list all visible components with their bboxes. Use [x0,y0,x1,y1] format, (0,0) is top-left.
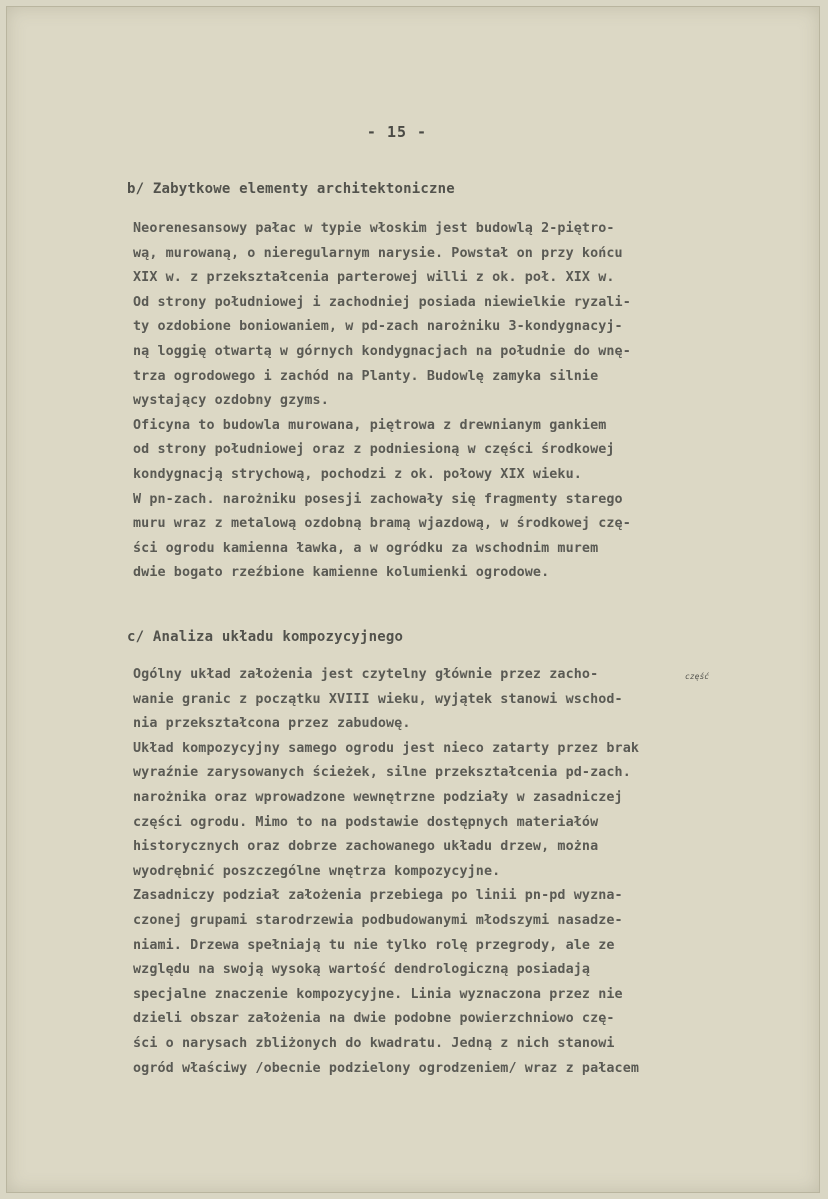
text-line: Neorenesansowy pałac w typie włoskim jest budowlą 2-piętro- [133,221,615,236]
text-line: ści ogrodu kamienna ławka, a w ogródku za wschodnim murem [133,540,599,556]
document-page [6,6,820,1193]
text-line: wą, murowaną, o nieregularnym narysie. Powstał on przy końcu [133,245,623,261]
text-line: czonej grupami starodrzewia podbudowanymi młodszymi nasadze- [133,912,623,928]
text-line: muru wraz z metalową ozdobną bramą wjazdową, w środkowej czę- [133,516,631,532]
text-line: wyraźnie zarysowanych ścieżek, silne przekształcenia pd-zach. [133,765,631,781]
text-line: nia przekształcona przez zabudowę. [133,716,411,732]
text-line: XIX w. z przekształcenia parterowej willi z ok. poł. XIX w. [133,270,615,286]
text-line: narożnika oraz wprowadzone wewnętrzne podziały w zasadniczej [133,789,623,805]
text-line: niami. Drzewa spełniają tu nie tylko rolę przegrody, ale ze [133,937,615,953]
text-line: wystający ozdobny gzyms. [133,393,329,409]
text-line: od strony południowej oraz z podniesioną w części środkowej [133,442,615,458]
section-c-heading: c/ Analiza układu kompozycyjnego [127,629,404,645]
section-b-body [133,217,783,586]
text-line: ty ozdobione boniowaniem, w pd-zach narożniku 3-kondygnacyj- [133,319,623,335]
text-line: Układ kompozycyjny samego ogrodu jest nieco zatarty przez brak [133,740,640,756]
text-line: dzieli obszar założenia na dwie podobne powierzchniowo czę- [133,1011,615,1027]
section-c-body [133,663,783,1081]
text-line: ogród właściwy /obecnie podzielony ogrodzeniem/ wraz z pałacem [133,1060,640,1076]
text-line: części ogrodu. Mimo to na podstawie dostępnych materiałów [133,814,599,830]
text-line: specjalne znaczenie kompozycyjne. Linia wyznaczona przez nie [133,986,623,1002]
text-line: historycznych oraz dobrze zachowanego układu drzew, można [133,839,599,855]
text-line: wyodrębnić poszczególne wnętrza kompozycyjne. [133,863,501,879]
section-b-heading: b/ Zabytkowe elementy architektoniczne [127,181,455,197]
text-line: ści o narysach zbliżonych do kwadratu. Jedną z nich stanowi [133,1035,615,1051]
text-line: Ogólny układ założenia jest czytelny głównie przez zacho- [133,667,599,682]
text-line: trza ogrodowego i zachód na Planty. Budowlę zamyka silnie [133,368,599,384]
text-line: ną loggię otwartą w górnych kondygnacjach na południe do wnę- [133,343,631,359]
page-number: - 15 - [366,123,428,141]
text-line: Od strony południowej i zachodniej posiada niewielkie ryzali- [133,294,631,310]
text-line: dwie bogato rzeźbione kamienne kolumienki ogrodowe. [133,565,550,581]
text-line: kondygnacją strychową, pochodzi z ok. połowy XIX wieku. [133,466,582,482]
text-line: W pn-zach. narożniku posesji zachowały się fragmenty starego [133,491,623,507]
text-line: względu na swoją wysoką wartość dendrologiczną posiadają [133,962,591,978]
text-line: Zasadniczy podział założenia przebiega po linii pn-pd wyzna- [133,888,623,904]
handwritten-annotation: część [685,672,710,681]
text-line: Oficyna to budowla murowana, piętrowa z drewnianym gankiem [133,417,607,433]
text-line: wanie granic z początku XVIII wieku, wyjątek stanowi wschod- [133,691,623,707]
